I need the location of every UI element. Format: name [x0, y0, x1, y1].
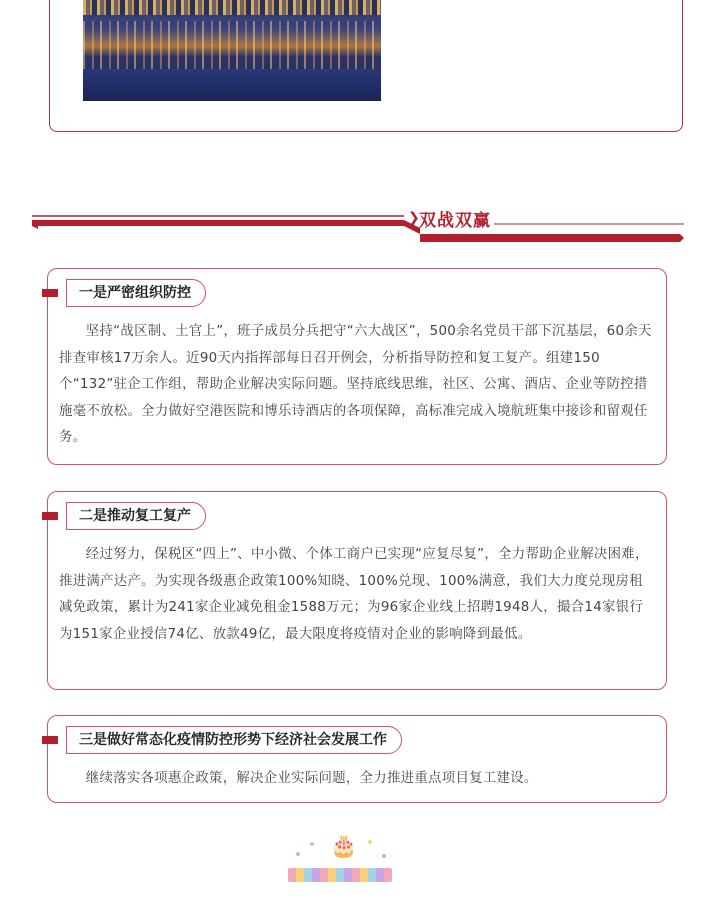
heading-tag [42, 279, 206, 307]
heading-tag [42, 726, 402, 754]
content-box [47, 491, 667, 690]
box-paragraph: 继续落实各项惠企政策，解决企业实际问题，全力推进重点项目复工建设。 [85, 771, 538, 786]
footer-decoration [288, 830, 393, 888]
birthday-cake-icon: 🎂 [330, 834, 358, 859]
box-heading: 二是推动复工复产 [66, 502, 206, 530]
section-title: 双战双赢 [419, 211, 491, 231]
box-heading: 一是严密组织防控 [66, 279, 206, 307]
tag-marker [42, 736, 58, 744]
tag-marker [42, 512, 58, 520]
box-paragraph: 坚持“战区制、土官上”，班子成员分兵把守“六大战区”，500余名党员干部下沉基层，60余天排查审核17万余人。近90天内指挥部每日召开例会，分析指导防控和复工复产。组建150个“132”驻企工作组，帮助企业解决实际问题。坚持底线思维，社区、公寓、酒店、企业等防控措施毫不放松。全力做好空港医院和博乐诗酒店的各项保障，高标准完成入境航班集中接诊和留观任务。 [59, 324, 652, 445]
top-image-card [49, 0, 683, 132]
chevron-icon: ❯ [408, 210, 420, 226]
tag-marker [42, 289, 58, 297]
content-box [47, 268, 667, 465]
bunting-banner [288, 868, 392, 882]
box-heading: 三是做好常态化疫情防控形势下经济社会发展工作 [66, 726, 402, 754]
divider-lines [32, 206, 684, 246]
night-lake-photo [83, 0, 381, 101]
content-box [47, 715, 667, 803]
box-paragraph: 经过努力，保税区“四上”、中小微、个体工商户已实现“应复尽复”，全力帮助企业解决困难，推进满产达产。为实现各级惠企政策100%知晓、100%兑现、100%满意，我们大力度兑现房租减免政策，累计为241家企业减免租金1588万元；为96家企业线上招聘1948人，撮合14家银行为151家企业授信74亿、放款49亿，最大限度将疫情对企业的影响降到最低。 [59, 547, 649, 642]
heading-tag [42, 502, 206, 530]
section-divider [32, 206, 684, 246]
